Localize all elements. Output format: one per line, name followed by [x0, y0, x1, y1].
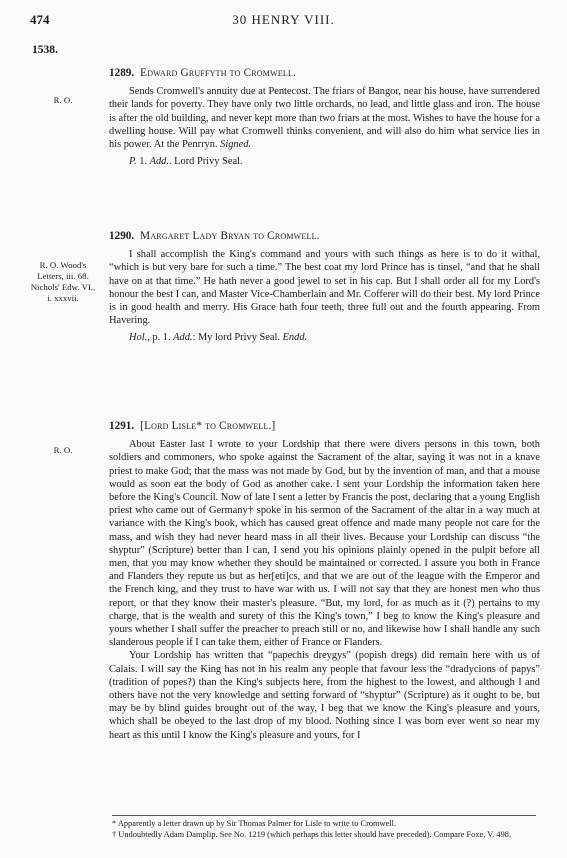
- entry-number: 1291.: [109, 420, 135, 432]
- year-marker: 1538.: [32, 44, 58, 56]
- address-text: . Lord Privy Seal.: [168, 156, 243, 168]
- entry-heading: Edward Gruffyth to Cromwell.: [140, 67, 297, 79]
- entry-description: [129, 331, 540, 344]
- footnote-1: * Apparently a letter drawn up by Sir Thomas Palmer for Lisle to write to Cromwell.: [112, 819, 397, 828]
- entry-paragraph-2: Your Lordship has written that “papechis dreygys” (popish dregs) did remain here with us of Calais. I will say the King has not in his realm any people that favour less the “dradycions of papys” (tradition of popes?) than the King's subjects here, from the highest to the lowest, and although I and others have not the very knowledge and setting forward of “shyptur” (Scripture) as it ought to be, but may be by blind guides brought out of the way, I beg that we know the King's pleasure and yours, which shall be obeyed to the last drop of my blood. Nothing since I was born ever went so near my heart as this until I know the King's pleasure and yours, for I: [109, 650, 540, 741]
- entry-heading: Margaret Lady Bryan to Cromwell.: [140, 230, 320, 242]
- entry-number: 1289.: [109, 67, 135, 79]
- description-text: , p. 1.: [147, 332, 174, 344]
- entry-description: [129, 155, 540, 168]
- entry-text: Sends Cromwell's annuity due at Pentecost. The friars of Bangor, near his house, have surrendered their lands for poverty. They have only two little orchards, no lead, and little glass and iron. The house is after the old building, and never kept more than two friars at the most. Wishes to have the house for a dwelling house. Will pay what Cromwell thinks convenient, and will also do him what service lies in his power. At the Penrryn.: [109, 86, 540, 151]
- page-header: [30, 12, 537, 28]
- signed-note: Signed.: [220, 139, 252, 151]
- entry-paragraph-1: About Easter last I wrote to your Lordship that there were divers persons in this town, both soldiers and commoners, who spoke against the Sacrament of the altar, saying it was not in a knave priest to make God; that the mass was not made by God, but by the invention of man, and that a mouse would as soon eat the body of God as another cake. I sent your Lordship the information taken here before the King's Council. Now of late I sent a letter by Francis the post, declaring that a young English priest who came out of Germany† spoke in his sermon of the Sacrament of the altar in a way much at variance with the King's book, which has caused great offence and made many people not care for the mass, and wish they had never heard mass in all their lives. Because your Lordship can discuss “the shyptur” (Scripture) better than I can, I send you his opinions plainly opened in the pulpit before all men, that you may know whether they should be maintained or corrected. I assure you both in France and Flanders they repute us but as her[eti]cs, and that we are out of the league with the Emperor and the French king, and they trust to have war with us. I will not say that they are honest men who thus report, or that they know their master's pleasure. “But, my lord, for as much as it (?) pertains to my charge, that is the wealth and surety of this the King's town,” I beg to know the King's pleasure and yours whether I shall suffer the preacher to preach still or no, and likewise how I shall handle any such slanderous people if I can take them, either of France or Flanders.: [109, 439, 540, 649]
- address-text: : My lord Privy Seal.: [192, 332, 283, 344]
- source-note-1289: R. O.: [53, 95, 73, 105]
- entry-heading: [Lord Lisle* to Cromwell.]: [140, 420, 276, 432]
- entry-title: [109, 67, 540, 80]
- source-note-1290: R. O. Wood's Letters, iii. 68. Nichols' Edw. VI., i. xxxvii.: [30, 260, 96, 303]
- endorsed-note: Endd.: [282, 332, 308, 344]
- address-label: Add.: [149, 156, 169, 168]
- description-lead: P.: [129, 156, 137, 168]
- footnote-rule: [112, 815, 536, 816]
- description-lead: Hol.: [129, 332, 148, 344]
- address-label: Add.: [173, 332, 193, 344]
- entry-1291: [109, 420, 540, 742]
- entry-1289: [109, 67, 540, 168]
- entry-body: [109, 85, 540, 151]
- page-number: 474: [30, 12, 50, 27]
- entry-title: [109, 420, 540, 433]
- entry-1290: [109, 230, 540, 345]
- entry-body: I shall accomplish the King's command and yours with such things as here is to do it withal, “which is but very bare for such a time.” The best coat my lord Prince has is tinsel, “and that he shall have on at that time.” He hath never a good jewel to set in his cap. But I shall order all for my Lord's honour the best I can, and Master Vice-Chamberlain and Mr. Cofferer will do their best. My lord Prince is in good health and merry. His Grace hath four teeth, three full out and the fourth appearing. From Havering.: [109, 249, 540, 327]
- footnote-2: † Undoubtedly Adam Damplip. See No. 1219 (which perhaps this letter should have preceded). Compare Foxe, V. 498.: [112, 830, 512, 839]
- description-text: 1.: [136, 156, 150, 168]
- entry-title: [109, 230, 540, 243]
- entry-number: 1290.: [109, 230, 135, 242]
- source-note-1291: R. O.: [53, 445, 73, 455]
- running-title: 30 HENRY VIII.: [232, 12, 335, 27]
